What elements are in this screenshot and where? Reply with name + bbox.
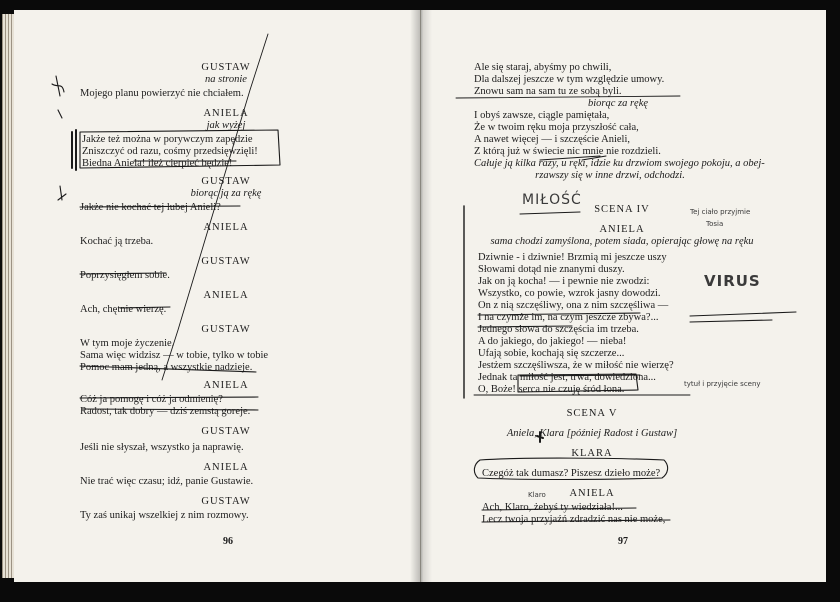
left-page-line: ANIELA (203, 290, 249, 301)
left-page-line: GUSTAW (201, 324, 251, 335)
right-page-line: Dla dalszej jeszcze w tym względzie umowy. (474, 74, 665, 85)
handwritten-note-mid: tytuł i przyjęcie sceny (684, 380, 761, 388)
right-page-line: O, Boże! serca nie czuję śród łona. (478, 384, 625, 395)
right-page-line: SCENA IV (594, 204, 650, 215)
left-page-line: Jakże też można w porywczym zapędzie (82, 134, 253, 145)
left-page-line: na stronie (205, 74, 247, 85)
right-page-line: ANIELA (599, 224, 645, 235)
right-page-line: Dziwnie - i dziwnie! Brzmią mi jeszcze uszy (478, 252, 667, 263)
left-page-line: biorąc ją za rękę (190, 188, 262, 199)
left-page-line: Pomoc mam jedną, a wszystkie nadzieje. (80, 362, 253, 373)
right-page-line: SCENA V (566, 408, 618, 419)
right-page-line: A do jakiego, do jakiego! — nieba! (478, 336, 627, 347)
right-page-line: On z nią szczęśliwy, ona z nim szczęśliwa — (478, 300, 669, 311)
right-page-line: Z którą już w świecie nic mnie nie rozdzieli. (474, 146, 661, 157)
left-page-line: W tym moje życzenie. (80, 338, 175, 349)
right-page-line: Ufają sobie, kochają się szczerze... (478, 348, 625, 359)
right-page-line: rzawszy się w inne drzwi, odchodzi. (535, 170, 685, 181)
right-page-line: Jednak ta miłość jest, trwa, dowiedziona... (478, 372, 656, 383)
page-edges (2, 14, 14, 578)
left-page-line: jak wyżej (206, 120, 246, 131)
left-page-line: GUSTAW (201, 496, 251, 507)
left-page-line: Ach, chętnie wierzę. (80, 304, 167, 315)
right-page-line: Jak on ją kocha! — i pewnie nie zwodzi: (478, 276, 650, 287)
left-page-line: Nie trać więc czasu; idź, panie Gustawie. (80, 476, 254, 487)
left-page-line: Zniszczyć od razu, cośmy przedsięwzięli! (82, 146, 258, 157)
handwritten-milosc: MIŁOŚĆ (522, 192, 582, 208)
page-number-right: 97 (618, 536, 628, 547)
right-page-line: Jestżem szczęśliwsza, że w miłość nie wierzę? (478, 360, 674, 371)
right-page-line: Że w twoim ręku moja przyszłość cała, (474, 122, 639, 133)
right-page-line: Aniela, Klara [później Radost i Gustaw] (506, 428, 678, 439)
right-page-line: Czegóż tak dumasz? Piszesz dzieło może? (482, 468, 661, 479)
handwritten-note-klara: Klaro (528, 491, 546, 499)
left-page-line: ANIELA (203, 462, 249, 473)
left-page-line: GUSTAW (201, 256, 251, 267)
page-number-left: 96 (223, 536, 233, 547)
right-page-line: Słowami dotąd nie znanymi duszy. (478, 264, 625, 275)
left-page-line: Cóż ja pomogę i cóż ja odmienię? (80, 394, 223, 405)
handwritten-note-top-2: Tosia (706, 220, 724, 228)
right-page-line: KLARA (571, 448, 613, 459)
left-page-line: GUSTAW (201, 176, 251, 187)
right-page-line: biorąc za rękę (587, 98, 649, 109)
left-page-line: GUSTAW (201, 426, 251, 437)
left-page-line: Poprzysięgłem sobie. (80, 270, 170, 281)
left-page-line: GUSTAW (201, 62, 251, 73)
right-page-line: Znowu sam na sam tu ze sobą byli. (474, 86, 622, 97)
left-page-line: Radost, tak dobry — dziś zemstą goreje. (80, 406, 251, 417)
right-page-line: Całuje ją kilka razy, u ręki, idzie ku drzwiom swojego pokoju, a obej- (474, 158, 765, 169)
right-page-line: I na czymże im, na czym jeszcze zbywa?... (478, 312, 659, 323)
right-page-line: Ach, Klaro, żebyś ty wiedziała!... (482, 502, 623, 513)
handwritten-virus: VIRUS (704, 272, 761, 290)
right-page-line: Jednego słowa do szczęścia im trzeba. (478, 324, 639, 335)
left-page-line: Jeśli nie słyszał, wszystko ja naprawię. (80, 442, 244, 453)
right-page-line: A nawet więcej — i szczęście Anieli, (474, 134, 630, 145)
left-page-line: Mojego planu powierzyć nie chciałem. (80, 88, 244, 99)
left-page-line: Sama więc widzisz — w tobie, tylko w tobie (80, 350, 269, 361)
right-page-line: Wszystko, co powie, wzrok jasny dowodzi. (478, 288, 661, 299)
left-page-line: ANIELA (203, 108, 249, 119)
left-page-line: ANIELA (203, 380, 249, 391)
right-page-line: Ale się staraj, abyśmy po chwili, (474, 62, 612, 73)
left-page-line: Jakże nie kochać tej lubej Anieli? (80, 202, 221, 213)
left-page-line: Ty zaś unikaj wszelkiej z nim rozmowy. (80, 510, 249, 521)
right-page-line: I obyś zawsze, ciągle pamiętała, (474, 110, 610, 121)
handwritten-note-top: Tej ciało przyjmie (690, 208, 751, 216)
right-page-line: Lecz twoja przyjaźń zdradzić nas nie może, (482, 514, 666, 525)
right-page-line: ANIELA (569, 488, 615, 499)
left-page-line: Biedna Aniela! ileż cierpieć będzie! (82, 158, 233, 169)
left-page-line: Kochać ją trzeba. (80, 236, 154, 247)
left-page-line: ANIELA (203, 222, 249, 233)
right-page-line: sama chodzi zamyślona, potem siada, opierając głowę na ręku (490, 236, 754, 247)
